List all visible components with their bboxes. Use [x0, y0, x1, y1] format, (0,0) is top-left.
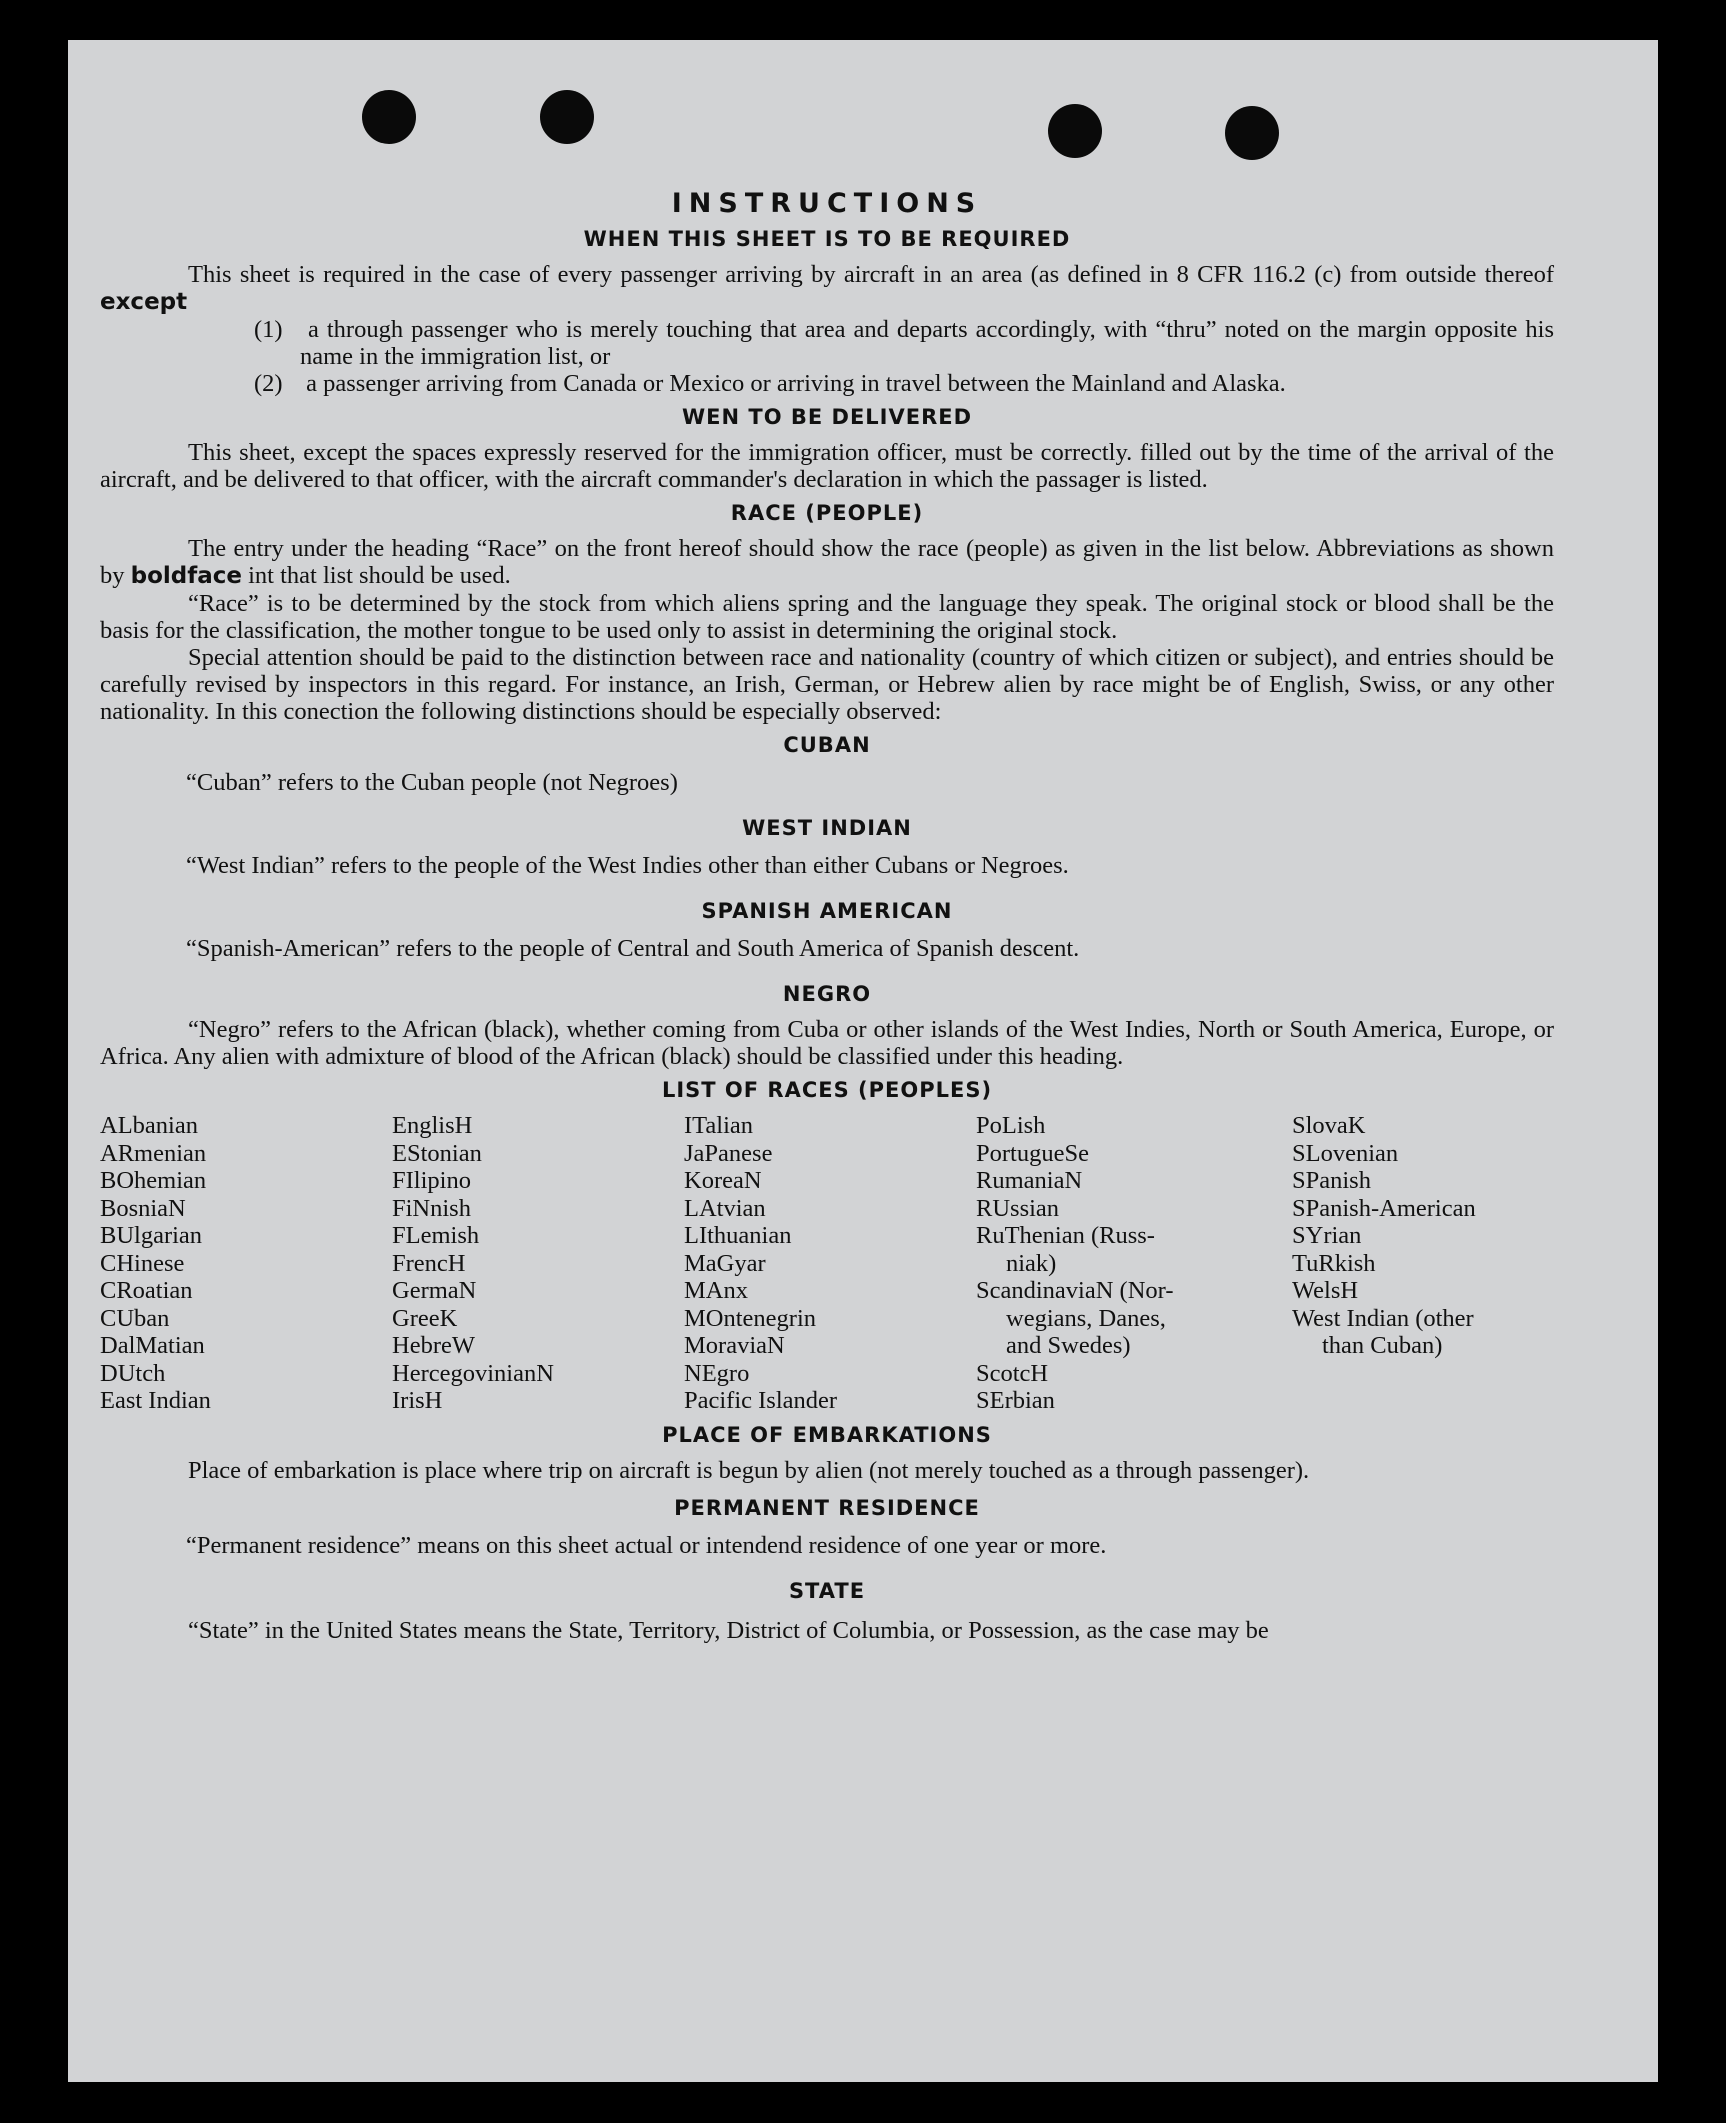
race-item: SLovenian	[1292, 1139, 1399, 1167]
race-p1-text: The entry under the heading “Race” on the front hereof should show the race (people) as given in the list below. Abbreviations as shown by	[100, 535, 1554, 589]
race-item: CHinese	[100, 1249, 185, 1277]
race-paragraph-1	[100, 535, 1554, 590]
heading-list-of-races: LIST OF RACES (PEOPLES)	[661, 1078, 993, 1102]
race-item: SPanish	[1292, 1167, 1371, 1194]
race-item: JaPanese	[684, 1139, 773, 1167]
when-required-intro	[100, 261, 1554, 316]
race-item: niak)	[1006, 1249, 1057, 1277]
race-item: RUssian	[976, 1194, 1060, 1222]
race-item: NEgro	[684, 1359, 750, 1387]
punch-hole	[540, 90, 594, 144]
race-item: SPanish-American	[1292, 1194, 1476, 1222]
race-item: ITalian	[684, 1112, 754, 1139]
document-page	[68, 40, 1658, 2082]
punch-hole	[362, 90, 416, 144]
race-item: FLemish	[392, 1222, 480, 1249]
item-number: (1)	[254, 316, 283, 343]
race-item: GermaN	[392, 1277, 477, 1304]
race-p1-text-end: int that list should be used.	[242, 562, 511, 589]
races-column-2	[392, 1112, 684, 1415]
intro-text: This sheet is required in the case of every passenger arriving by aircraft in an area (as defined in 8 CFR 116.2 (c) from outside thereof	[188, 261, 1554, 288]
race-item: FiNnish	[392, 1194, 471, 1222]
heading-embarkation: PLACE OF EMBARKATIONS	[662, 1422, 992, 1447]
race-item: ALbanian	[100, 1112, 198, 1139]
race-p1-boldface: boldface	[130, 563, 242, 589]
race-item: BOhemian	[100, 1167, 207, 1194]
race-paragraph-3: Special attention should be paid to the distinction between race and nationality (country of which citizen or subject), and entries should be carefully revised by inspectors in this regard. For instance, an Irish, German, or Hebrew alien by race might be of English, Swiss, or any other nationality. In this conection the following distinctions should be especially observed:	[100, 644, 1554, 725]
when-delivered-text: This sheet, except the spaces expressly reserved for the immigration officer, must be correctly. filled out by the time of the arrival of the aircraft, and be delivered to that officer, with the aircraft commander's declaration in which the passager is listed.	[100, 439, 1554, 493]
list-item	[100, 370, 1554, 397]
races-column-4	[976, 1112, 1292, 1415]
heading-race: RACE (PEOPLE)	[730, 501, 924, 525]
punch-hole	[1048, 104, 1102, 158]
race-item: HebreW	[392, 1332, 475, 1359]
race-item: WelsH	[1292, 1277, 1359, 1304]
race-item: FrencH	[392, 1249, 466, 1277]
residence-text: “Permanent residence” means on this sheet actual or intendend residence of one year or more.	[186, 1531, 1107, 1559]
race-item: EStonian	[392, 1139, 482, 1167]
race-item: MOntenegrin	[684, 1304, 816, 1332]
embarkation-text: Place of embarkation is place where trip on aircraft is begun by alien (not merely touched as a through passenger).	[188, 1456, 1310, 1484]
heading-when-required: WHEN THIS SHEET IS TO BE REQUIRED	[583, 227, 1071, 251]
punch-hole	[1225, 106, 1279, 160]
negro-text: “Negro” refers to the African (black), whether coming from Cuba or other islands of the West Indies, North or South America, Europe, or Africa. Any alien with admixture of blood of the African (black) should be classified under this heading.	[100, 1016, 1554, 1070]
race-item: MaGyar	[684, 1249, 766, 1277]
item-text: a passenger arriving from Canada or Mexico or arriving in travel between the Mainland and Alaska.	[306, 370, 1286, 397]
race-paragraph-2: “Race” is to be determined by the stock from which aliens spring and the language they speak. The original stock or blood shall be the basis for the classification, the mother tongue to be used only to assist in determining the original stock.	[100, 590, 1554, 644]
race-item: ARmenian	[100, 1139, 207, 1167]
heading-when-delivered: WEN TO BE DELIVERED	[681, 405, 973, 429]
heading-negro: NEGRO	[782, 982, 872, 1006]
race-item: CRoatian	[100, 1277, 193, 1304]
race-item: BosniaN	[100, 1194, 186, 1222]
race-item: than Cuban)	[1322, 1332, 1443, 1359]
race-item: MoraviaN	[684, 1332, 785, 1359]
race-item: ScandinaviaN (Nor-	[976, 1277, 1174, 1304]
item-number: (2)	[254, 370, 283, 397]
race-item: SYrian	[1292, 1222, 1362, 1249]
race-item: East Indian	[100, 1387, 211, 1414]
race-item: LAtvian	[684, 1194, 766, 1222]
race-item: PoLish	[976, 1112, 1046, 1139]
race-item: DalMatian	[100, 1332, 205, 1359]
races-column-5	[1292, 1112, 1552, 1415]
races-list	[100, 1112, 1554, 1415]
heading-spanish-american: SPANISH AMERICAN	[701, 899, 953, 923]
heading-permanent-residence: PERMANENT RESIDENCE	[674, 1495, 980, 1520]
race-item: DUtch	[100, 1359, 166, 1387]
race-item: LIthuanian	[684, 1222, 792, 1249]
race-item: GreeK	[392, 1304, 458, 1332]
race-item: MAnx	[684, 1277, 748, 1304]
heading-state: STATE	[788, 1578, 866, 1603]
heading-west-indian: WEST INDIAN	[742, 816, 912, 840]
race-item: West Indian (other	[1292, 1304, 1474, 1332]
race-item: RuThenian (Russ-	[976, 1222, 1155, 1249]
state-text: “State” in the United States means the State, Territory, District of Columbia, or Possession, as the case may be	[188, 1616, 1269, 1644]
intro-except: except	[100, 289, 188, 315]
cuban-text: “Cuban” refers to the Cuban people (not Negroes)	[186, 769, 678, 796]
races-column-3	[684, 1112, 976, 1415]
race-item: KoreaN	[684, 1167, 762, 1194]
race-item: EnglisH	[392, 1112, 473, 1139]
page-title: INSTRUCTIONS	[671, 188, 983, 219]
race-item: SlovaK	[1292, 1112, 1366, 1139]
race-item: CUban	[100, 1304, 170, 1332]
race-item: Pacific Islander	[684, 1387, 838, 1414]
west-indian-text: “West Indian” refers to the people of the West Indies other than either Cubans or Negroes.	[186, 852, 1069, 879]
race-item: SErbian	[976, 1387, 1055, 1414]
race-item: HercegovinianN	[392, 1359, 554, 1387]
race-item: PortugueSe	[976, 1139, 1089, 1167]
races-column-1	[100, 1112, 392, 1415]
item-text: a through passenger who is merely touching that area and departs accordingly, with “thru” noted on the margin opposite his name in the immigration list, or	[300, 316, 1554, 370]
race-item: BUlgarian	[100, 1222, 203, 1249]
heading-cuban: CUBAN	[783, 733, 871, 757]
race-item: and Swedes)	[1006, 1332, 1131, 1359]
spanish-american-text: “Spanish-American” refers to the people of Central and South America of Spanish descent.	[186, 935, 1080, 962]
race-item: TuRkish	[1292, 1249, 1376, 1277]
race-item: RumaniaN	[976, 1167, 1083, 1194]
race-item: ScotcH	[976, 1359, 1049, 1387]
race-item: wegians, Danes,	[1006, 1304, 1166, 1332]
exception-list	[100, 316, 1554, 397]
list-item	[100, 316, 1554, 370]
race-item: IrisH	[392, 1387, 443, 1414]
race-item: FIlipino	[392, 1167, 471, 1194]
